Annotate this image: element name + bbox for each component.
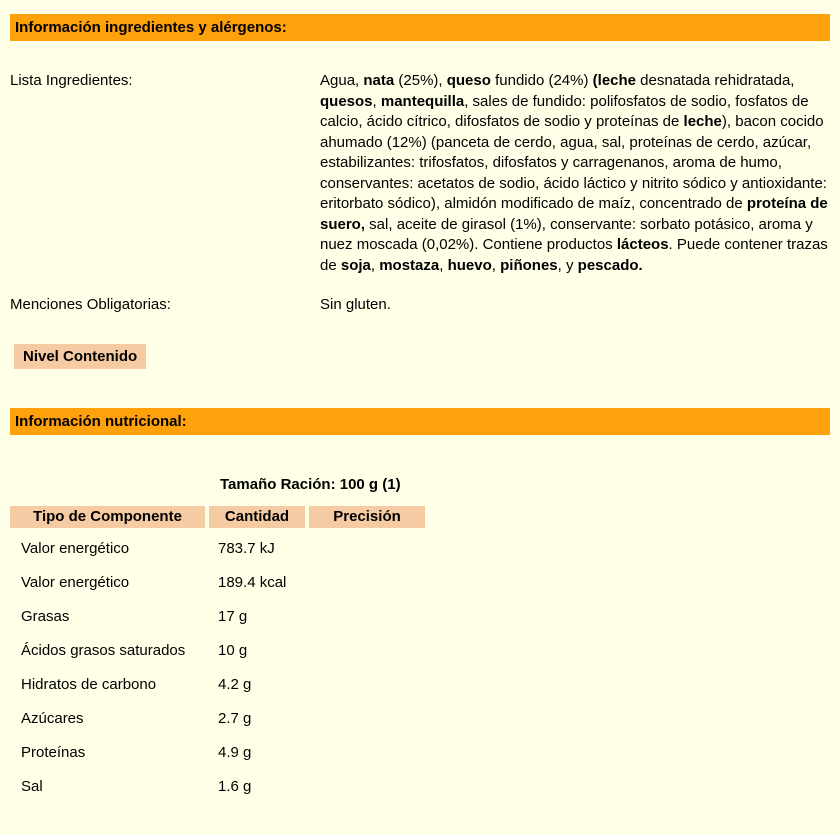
precision-cell — [309, 625, 425, 630]
component-cell: Hidratos de carbono — [21, 675, 157, 693]
quantity-cell: 783.7 kJ — [218, 539, 275, 557]
nutrition-section-header: Información nutricional: — [10, 408, 830, 435]
precision-cell — [309, 727, 425, 732]
ingredients-section-header: Información ingredientes y alérgenos: — [10, 14, 830, 41]
mandatory-mentions-value: Sin gluten. — [320, 296, 391, 313]
ingredients-list-label: Lista Ingredientes: — [10, 72, 133, 89]
ingredients-list-text: Agua, nata (25%), queso fundido (24%) (leche desnatada rehidratada, quesos, mantequilla, sales de fundido: polifosfatos de sodio, fosfatos de calcio, ácido cítrico, difosfatos de sodio y proteínas de leche), bacon cocido ahumado (12%) (panceta de cerdo, agua, sal, proteínas de cerdo, azúcar, estabilizantes: trifosfatos, difosfatos y carragenanos, aroma de humo, conservantes: acetatos de sodio, ácido láctico y nitrito sódico y antioxidante: eritorbato sódico), almidón modificado de maíz, concentrado de proteína de suero, sal, aceite de girasol (1%), conservante: sorbato potásico, aroma y nuez moscada (0,02%). Contiene productos lácteos. Puede contener trazas de soja, mostaza, huevo, piñones, y pescado. — [320, 72, 828, 274]
mandatory-mentions-label: Menciones Obligatorias: — [10, 296, 171, 313]
header-precision: Precisión — [309, 506, 425, 528]
quantity-cell: 4.2 g — [218, 675, 252, 693]
component-cell: Azúcares — [21, 709, 84, 727]
precision-cell — [309, 693, 425, 698]
component-cell: Valor energético — [21, 573, 130, 591]
quantity-cell: 4.9 g — [218, 743, 252, 761]
header-quantity: Cantidad — [209, 506, 305, 528]
precision-cell — [309, 761, 425, 766]
precision-cell — [309, 659, 425, 664]
component-cell: Valor energético — [21, 539, 130, 557]
precision-cell — [309, 591, 425, 596]
precision-cell — [309, 795, 425, 800]
nutrition-table — [10, 506, 840, 800]
table-row — [10, 664, 840, 698]
mandatory-mentions-row — [10, 295, 828, 316]
quantity-cell: 2.7 g — [218, 709, 252, 727]
content-level-button[interactable]: Nivel Contenido — [14, 344, 146, 369]
nutrition-table-header — [10, 506, 840, 528]
table-row — [10, 596, 840, 630]
table-row — [10, 528, 840, 562]
ingredients-fields — [10, 71, 828, 316]
table-row — [10, 562, 840, 596]
component-cell: Sal — [21, 777, 43, 795]
component-cell: Proteínas — [21, 743, 86, 761]
quantity-cell: 17 g — [218, 607, 248, 625]
component-cell: Ácidos grasos saturados — [21, 641, 186, 659]
table-row — [10, 766, 840, 800]
table-row — [10, 698, 840, 732]
quantity-cell: 10 g — [218, 641, 248, 659]
serving-size-label: Tamaño Ración: 100 g (1) — [220, 475, 401, 493]
nutrition-table-body — [10, 528, 840, 800]
precision-cell — [309, 557, 425, 562]
component-cell: Grasas — [21, 607, 70, 625]
table-row — [10, 732, 840, 766]
quantity-cell: 1.6 g — [218, 777, 252, 795]
header-component-type: Tipo de Componente — [10, 506, 205, 528]
ingredients-list-row — [10, 71, 828, 276]
quantity-cell: 189.4 kcal — [218, 573, 287, 591]
table-row — [10, 630, 840, 664]
